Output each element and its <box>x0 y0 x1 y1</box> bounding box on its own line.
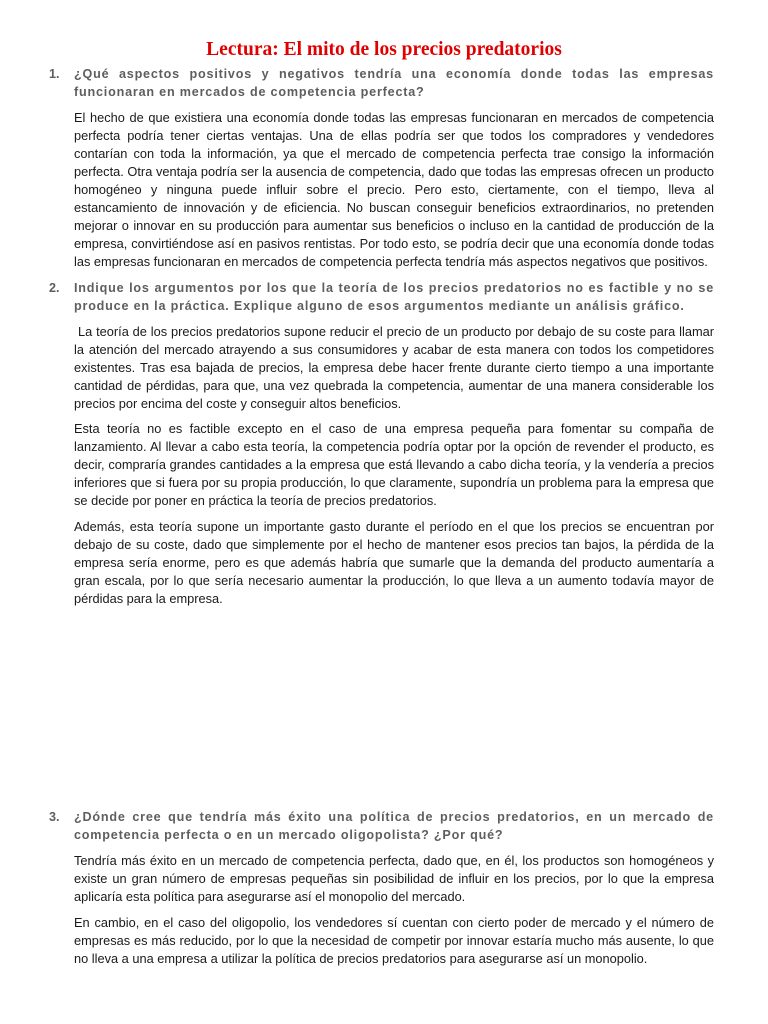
question-1-number: 1. <box>49 67 60 81</box>
question-1-text: ¿Qué aspectos positivos y negativos tendría una economía donde todas las empresas funcionaran en mercados de competencia perfecta? <box>74 67 714 99</box>
question-2-text: Indique los argumentos por los que la teoría de los precios predatorios no es factible y no se produce en la práctica. Explique alguno de esos argumentos mediante un análisis gráfico. <box>74 281 714 313</box>
page-title: Lectura: El mito de los precios predatorios <box>206 39 562 60</box>
answer-3-paragraph-1: Tendría más éxito en un mercado de competencia perfecta, dado que, en él, los productos son homogéneos y existe un gran número de empresas pequeñas sin posibilidad de influir en los precios, por lo que la empresa aplicaría esta política para asegurarse así el monopolio del mercado. <box>74 853 714 904</box>
answer-1-paragraph-1: El hecho de que existiera una economía donde todas las empresas funcionaran en mercados de competencia perfecta podría tener ciertas ventajas. Una de ellas podría ser que todos los compradores y vendedores contarían con toda la información, ya que el mercado de competencia perfecta trae consigo la información perfecta. Otra ventaja podría ser la ausencia de competencia, dado que todas las empresas ofrecen un producto homogéneo y ninguna puede influir sobre el precio. Pero esto, ciertamente, con el tiempo, lleva al estancamiento de innovación y de eficiencia. No buscan conseguir beneficios extraordinarios, no pretenden mejorar o innovar en su producción para aumentar sus beneficios o incluso en la cantidad de producción de la empresa, convirtiéndose así en pasivos rentistas. Por todo esto, se podría decir que una economía donde todas las empresas funcionaran en mercados de competencia perfecta tendría más aspectos negativos que positivos. <box>74 110 714 269</box>
question-3-text: ¿Dónde cree que tendría más éxito una política de precios predatorios, en un mercado de competencia perfecta o en un mercado oligopolista? ¿Por qué? <box>74 810 714 842</box>
question-3-number: 3. <box>49 810 60 824</box>
answer-2-paragraph-1: La teoría de los precios predatorios supone reducir el precio de un producto por debajo de su coste para llamar la atención del mercado atrayendo a sus consumidores y acabar de esta manera con todos los competidores existentes. Tras esa bajada de precios, la empresa debe hacer frente durante cierto tiempo a una importante cantidad de pérdidas, para que, una vez quebrada la competencia, aumentar de una manera considerable los precios por encima del coste y conseguir altos beneficios. <box>74 324 714 411</box>
answer-3-paragraph-2: En cambio, en el caso del oligopolio, los vendedores sí cuentan con cierto poder de mercado y el número de empresas es más reducido, por lo que la necesidad de competir por innovar estaría mucho más ausente, lo que no lleva a una empresa a utilizar la política de precios predatorios para asegurarse así un monopolio. <box>74 915 714 966</box>
answer-2-paragraph-3: Además, esta teoría supone un importante gasto durante el período en el que los precios se encuentran por debajo de su coste, dado que simplemente por el hecho de mantener esos precios tan bajos, la pérdida de la empresa sería enorme, pero es que además habría que sumarle que la demanda del producto aumentaría a gran escala, por lo que sería necesario aumentar la producción, lo que lleva a un aumento todavía mayor de pérdidas para la empresa. <box>74 519 714 606</box>
answer-2-paragraph-2: Esta teoría no es factible excepto en el caso de una empresa pequeña para fomentar su compaña de lanzamiento. Al llevar a cabo esta teoría, la competencia podría optar por la opción de revender el producto, es decir, compraría grandes cantidades a la empresa que está llevando a cabo dicha teoría, y la vendería a precios inferiores que si fuera por su propia producción, lo que claramente, supondría un problema para la empresa que se decide por poner en práctica la teoría de precios predatorios. <box>74 421 714 508</box>
question-2-number: 2. <box>49 281 60 295</box>
